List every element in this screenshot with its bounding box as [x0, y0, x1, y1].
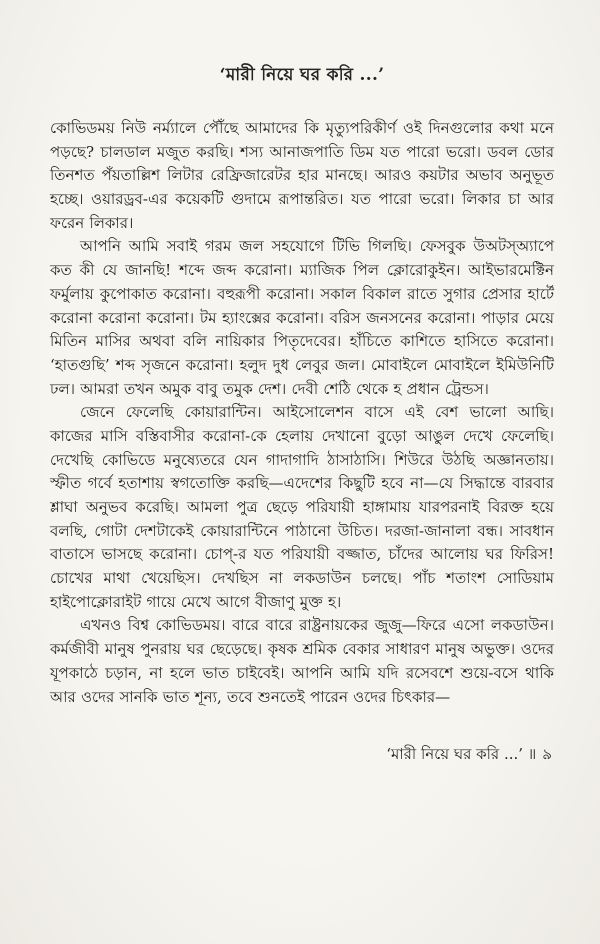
body-paragraph: কোভিডময় নিউ নর্ম্যালে পৌঁছে আমাদের কি মৃত্যুপরিকীর্ণ ওই দিনগুলোর কথা মনে পড়ছে? চালডাল মজুত করছি। শস্য আনাজপাতি ডিম যত পারো ভরো। ডবল ডোর তিনশত পঁয়তাল্লিশ লিটার রেফ্রিজারেটর হার মানছে। আরও কয়টার অভাব অনুভূত হচ্ছে। ওয়ারড্রব-এর কয়েকটি গুদামে রূপান্তরিত। যত পারো ভরো। লিকার চা আর ফরেন লিকার।	[50, 119, 554, 232]
footer-running-title: ‘মারী নিয়ে ঘর করি ...’ ॥	[386, 745, 537, 764]
footer-page-number: ৯	[542, 745, 552, 764]
body-paragraph: জেনে ফেলেছি কোয়ারান্টিন। আইসোলেশন বাসে এই বেশ ভালো আছি। কাজের মাসি বস্তিবাসীর করোনা-কে হেলায় দেখানো বুড়ো আঙুল দেখে ফেলেছি। দেখেছি কোভিডে মনুষ্যেতরে যেন গাদাগাদি ঠাসাঠাসি। শিউরে উঠছি অজ্ঞানতায়। স্ফীত গর্বে হতাশায় স্বগতোক্তি করছি—এদেশের কিছুটি হবে না—যে সিদ্ধান্তে বারবার শ্লাঘা অনুভব করেছি। আমলা পুত্র ছেড়ে পরিযায়ী হাঙ্গামায় যারপরনাই বিরক্ত হয়ে বলছি, গোটা দেশটাকেই কোয়ারান্টিনে পাঠানো উচিত। দরজা-জানালা বন্ধ। সাবধান বাতাসে ভাসছে করোনা। চোপ্-র যত পরিযায়ী বজ্জাত, চাঁদের আলোয় ঘর ফিরিস! চোখের মাথা খেয়েছিস। দেখছিস না লকডাউন চলছে। পাঁচ শতাংশ সোডিয়াম হাইপোক্লোরাইট গায়ে মেখে আগে বীজাণু মুক্ত হ।	[50, 403, 554, 611]
body-paragraph: এখনও বিশ্ব কোভিডময়। বারে বারে রাষ্ট্রনায়কের জুজু—ফিরে এসো লকডাউন। কর্মজীবী মানুষ পুনরায় ঘর ছেড়েছে। কৃষক শ্রমিক বেকার সাধারণ মানুষ অভুক্ত। ওদের যূপকাঠে চড়ান, না হলে ভাত চাইবেই। আপনি আমি যদি রসেবশে শুয়ে-বসে থাকি আর ওদের সানকি ভাত শূন্য, তবে শুনতেই পারেন ওদের চিৎকার—	[50, 616, 554, 706]
page-footer	[50, 743, 554, 768]
body-paragraph: আপনি আমি সবাই গরম জল সহযোগে টিভি গিলছি। ফেসবুক উঅটস্অ্যাপে কত কী যে জানছি! শব্দে জব্দ করোনা। ম্যাজিক পিল ক্লোরোকুইন। আইভারমেক্টিন ফর্মুলায় কুপোকাত করোনা। বহুরূপী করোনা। সকাল বিকাল রাতে সুগার প্রেসার হার্টে করোনা করোনা করোনা। টম হ্যাংক্সের করোনা। বরিস জনসনের করোনা। পাড়ার মেয়ে মিতিন মাসির অথবা বলি নায়িকার পিতৃদেবের। হাঁচিতে কাশিতে হাসিতে করোনা। ‘হাতগুছি’ শব্দ সৃজনে করোনা। হলুদ দুধ লেবুর জল। মোবাইলে মোবাইলে ইমিউনিটি ঢল। আমরা তখন অমুক বাবু তমুক দেশ। দেবী শেঠি থেকে হ প্রধান ট্রেন্ডস।	[50, 237, 554, 398]
page-title: ‘মারী নিয়ে ঘর করি ...’	[219, 65, 385, 85]
body-text	[50, 117, 554, 709]
